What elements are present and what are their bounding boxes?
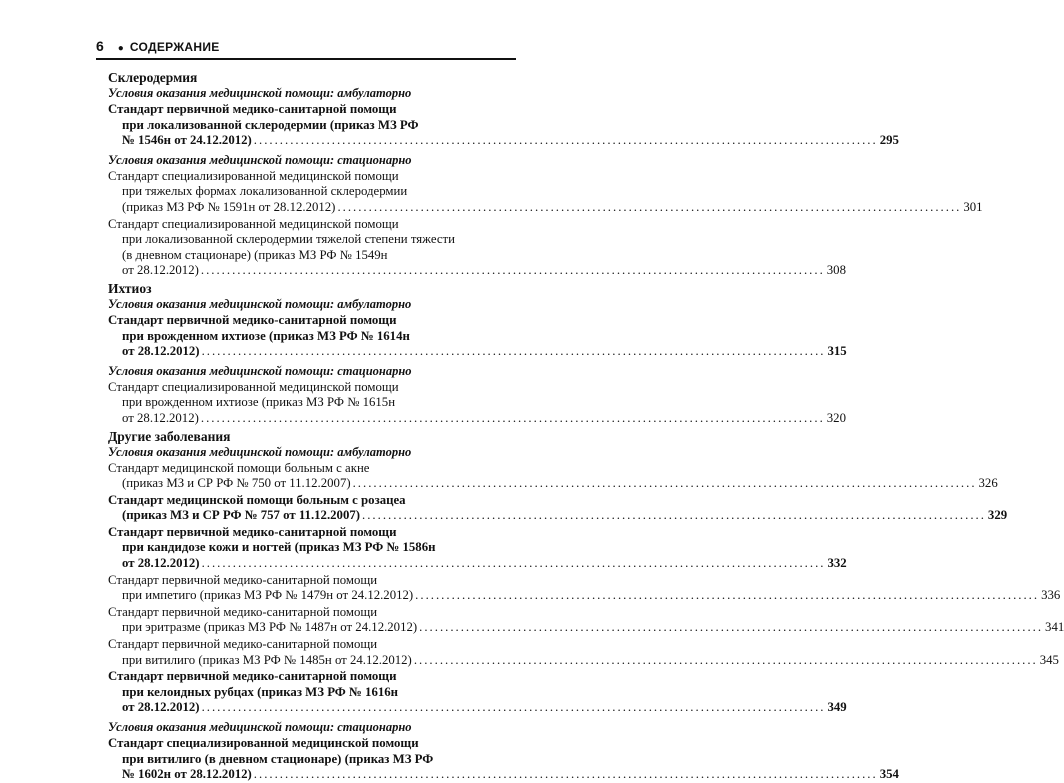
toc-entry-line: Стандарт специализированной медицинской помощи — [108, 379, 399, 394]
toc-page-number: 320 — [826, 410, 846, 425]
care-condition-heading: Условия оказания медицинской помощи: стационарно — [108, 720, 412, 734]
dot-leader: ........................................................................................................................ — [201, 556, 826, 571]
toc-entry-line: Стандарт первичной медико-санитарной помощи — [108, 637, 378, 652]
dot-leader: ........................................................................................................................ — [413, 652, 1038, 667]
toc-entry-last-line — [108, 767, 899, 783]
toc-entry-line: Стандарт первичной медико-санитарной помощи — [108, 312, 397, 327]
section-title: Ихтиоз — [108, 280, 152, 296]
toc-entry-last-line — [108, 620, 1064, 636]
toc-entry-line: (приказ МЗ РФ № 1591н от 28.12.2012) — [122, 199, 336, 214]
toc-entry[interactable] — [108, 604, 1064, 636]
toc-entry-line: Стандарт первичной медико-санитарной помощи — [108, 572, 378, 587]
dot-leader: ........................................................................................................................ — [337, 199, 962, 214]
toc-entry[interactable] — [108, 460, 998, 492]
toc-entry[interactable] — [108, 492, 1008, 524]
toc-entry-last-line — [108, 652, 1059, 669]
toc-entry[interactable] — [108, 736, 899, 783]
toc-entry-line: Стандарт первичной медико-санитарной помощи — [108, 524, 397, 539]
toc-entry-line: при эритразме (приказ МЗ РФ № 1487н от 24.12.2012) — [122, 620, 418, 635]
toc-entry-line: при тяжелых формах локализованной склеродермии — [122, 184, 408, 199]
dot-leader: ........................................................................................................................ — [415, 588, 1040, 603]
care-condition-heading: Условия оказания медицинской помощи: стационарно — [108, 152, 412, 167]
header-title: СОДЕРЖАНИЕ — [129, 40, 220, 54]
care-condition-heading: Условия оказания медицинской помощи: стационарно — [108, 363, 412, 378]
toc-page-number: 332 — [827, 556, 847, 571]
toc-entry-line: при локализованной склеродермии тяжелой степени тяжести — [122, 232, 455, 247]
toc-page-number: 295 — [879, 133, 899, 148]
dot-leader: ........................................................................................................................ — [352, 476, 977, 491]
toc-entry-line: при витилиго (приказ МЗ РФ № 1485н от 24.12.2012) — [122, 652, 412, 667]
toc-entry-last-line — [108, 133, 899, 149]
toc-entry-line: № 1546н от 24.12.2012) — [122, 133, 252, 148]
table-of-contents — [108, 68, 1064, 783]
toc-entry-line: (в дневном стационаре) (приказ МЗ РФ № 1549н — [122, 247, 388, 262]
toc-entry-last-line — [108, 508, 1008, 524]
toc-entry-line: при врожденном ихтиозе (приказ МЗ РФ № 1614н — [122, 328, 410, 343]
toc-entry-last-line — [108, 410, 846, 427]
header-bullet: ● — [117, 43, 124, 54]
toc-entry-line: от 28.12.2012) — [122, 344, 200, 359]
toc-entry-line: Стандарт первичной медико-санитарной помощи — [108, 102, 397, 116]
toc-entry-last-line — [108, 344, 847, 360]
toc-entry-last-line — [108, 199, 983, 216]
toc-page-number: 315 — [827, 344, 847, 359]
dot-leader: ........................................................................................................................ — [419, 620, 1044, 635]
toc-page-number: 336 — [1041, 588, 1061, 603]
toc-entry-line: при локализованной склеродермии (приказ МЗ РФ — [122, 117, 419, 132]
toc-entry[interactable] — [108, 312, 847, 360]
toc-entry-line: Стандарт специализированной медицинской помощи — [108, 736, 419, 750]
dot-leader: ........................................................................................................................ — [200, 263, 825, 278]
care-condition-heading: Условия оказания медицинской помощи: амбулаторно — [108, 296, 412, 311]
toc-entry-line: при врожденном ихтиозе (приказ МЗ РФ № 1615н — [122, 395, 396, 410]
toc-entry-line: № 1602н от 28.12.2012) — [122, 767, 252, 782]
toc-entry-line: от 28.12.2012) — [122, 700, 200, 715]
dot-leader: ........................................................................................................................ — [362, 508, 986, 523]
toc-entry[interactable] — [108, 637, 1059, 668]
toc-page-number: 349 — [827, 700, 847, 715]
running-header — [96, 38, 516, 60]
toc-page-number: 354 — [879, 767, 899, 782]
dot-leader: ........................................................................................................................ — [253, 767, 878, 782]
dot-leader: ........................................................................................................................ — [253, 133, 878, 148]
toc-entry[interactable] — [108, 524, 847, 572]
toc-entry[interactable] — [108, 216, 846, 279]
toc-entry-line: Стандарт первичной медико-санитарной помощи — [108, 669, 397, 684]
toc-page-number: 301 — [963, 199, 983, 214]
toc-entry-line: Стандарт медицинской помощи больным с розацеа — [108, 492, 406, 507]
toc-entry-line: от 28.12.2012) — [122, 263, 199, 278]
toc-entry-line: при келоидных рубцах (приказ МЗ РФ № 1616н — [122, 684, 399, 699]
toc-entry-last-line — [108, 476, 998, 492]
toc-entry-line: (приказ МЗ и СР РФ № 750 от 11.12.2007) — [122, 476, 351, 491]
toc-entry[interactable] — [108, 102, 899, 149]
toc-entry-last-line — [108, 700, 847, 716]
toc-page-number: 308 — [826, 263, 846, 278]
toc-entry-line: при кандидозе кожи и ногтей (приказ МЗ РФ № 1586н — [122, 540, 436, 555]
toc-entry-last-line — [108, 263, 846, 279]
toc-entry[interactable] — [108, 379, 846, 427]
toc-entry-line: (приказ МЗ и СР РФ № 757 от 11.12.2007) — [122, 508, 361, 523]
toc-page-number: 329 — [987, 508, 1008, 523]
toc-entry-line: от 28.12.2012) — [122, 556, 200, 571]
toc-page-number: 341 — [1045, 620, 1064, 635]
toc-entry-line: от 28.12.2012) — [122, 410, 199, 425]
toc-entry-line: при импетиго (приказ МЗ РФ № 1479н от 24.12.2012) — [122, 588, 414, 603]
toc-entry[interactable] — [108, 669, 847, 716]
toc-entry-line: Стандарт специализированной медицинской помощи — [108, 216, 399, 231]
toc-entry[interactable] — [108, 572, 1061, 604]
toc-entry-last-line — [108, 588, 1061, 604]
care-condition-heading: Условия оказания медицинской помощи: амбулаторно — [108, 444, 412, 459]
section-title: Склеродермия — [108, 70, 198, 85]
toc-entry-line: при витилиго (в дневном стационаре) (приказ МЗ РФ — [122, 751, 434, 766]
toc-entry-last-line — [108, 556, 847, 572]
page-number: 6 — [96, 38, 104, 54]
dot-leader: ........................................................................................................................ — [201, 344, 826, 359]
toc-page-number: 326 — [978, 476, 998, 491]
toc-page-number: 345 — [1039, 652, 1059, 667]
toc-entry-line: Стандарт первичной медико-санитарной помощи — [108, 604, 378, 619]
dot-leader: ........................................................................................................................ — [200, 410, 825, 425]
dot-leader: ........................................................................................................................ — [201, 700, 826, 715]
toc-entry[interactable] — [108, 168, 983, 216]
section-title: Другие заболевания — [108, 428, 231, 444]
toc-entry-line: Стандарт медицинской помощи больным с акне — [108, 460, 370, 475]
toc-entry-line: Стандарт специализированной медицинской помощи — [108, 168, 399, 183]
care-condition-heading: Условия оказания медицинской помощи: амбулаторно — [108, 86, 412, 100]
